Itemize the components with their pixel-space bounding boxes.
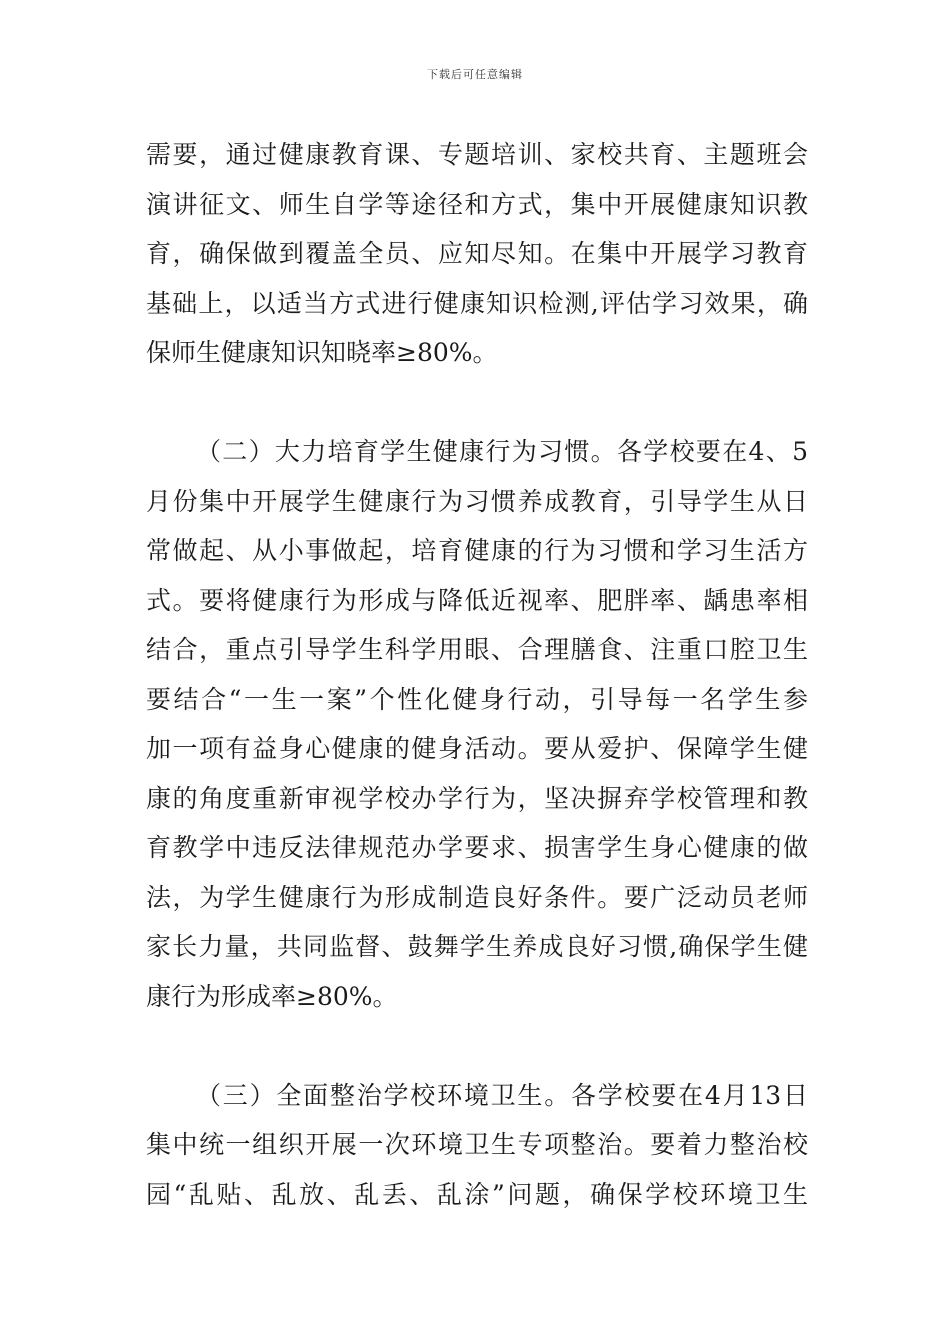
text-line: 常做起、从小事做起，培育健康的行为习惯和学习生活方 [146,536,808,565]
text-line: 式。要将健康行为形成与降低近视率、肥胖率、龋患率相 [146,585,808,615]
paragraph-health-habits [146,427,808,1021]
text-line: 加一项有益身心健康的健身活动。要从爱护、保障学生健 [146,734,808,763]
text-line: 家长力量，共同监督、鼓舞学生养成良好习惯,确保学生健 [146,932,808,961]
text-line: 要结合“一生一案”个性化健身行动，引导每一名学生参 [146,684,808,714]
page-header: 下载后可任意编辑 [427,68,523,81]
paragraph-gap [146,1021,808,1071]
text-line: 园“乱贴、乱放、乱丢、乱涂”问题，确保学校环境卫生 [146,1179,808,1209]
text-line: 需要，通过健康教育课、专题培训、家校共育、主题班会 [146,140,808,169]
paragraph-environment-hygiene [146,1071,808,1220]
text-line: （二）大力培育学生健康行为习惯。各学校要在4、5 [196,437,808,466]
text-line: 育教学中违反法律规范办学要求、损害学生身心健康的做 [146,833,808,862]
text-line: 集中统一组织开展一次环境卫生专项整治。要着力整治校 [146,1130,808,1159]
text-line: 育，确保做到覆盖全员、应知尽知。在集中开展学习教育 [146,239,808,268]
text-line: 保师生健康知识知晓率≥80%。 [146,338,498,367]
text-line: 结合，重点引导学生科学用眼、合理膳食、注重口腔卫生 [146,635,808,664]
paragraph-gap [146,378,808,428]
text-line: 基础上，以适当方式进行健康知识检测,评估学习效果，确 [146,288,808,318]
text-line: 康行为形成率≥80%。 [146,981,398,1011]
text-line: 康的角度重新审视学校办学行为，坚决摒弃学校管理和教 [146,783,808,813]
text-line: 月份集中开展学生健康行为习惯养成教育，引导学生从日 [146,486,808,516]
text-line: （三）全面整治学校环境卫生。各学校要在4月13日 [196,1080,808,1110]
paragraph-health-education [146,130,808,378]
text-line: 演讲征文、师生自学等途径和方式，集中开展健康知识教 [146,189,808,219]
text-line: 法，为学生健康行为形成制造良好条件。要广泛动员老师 [146,882,808,912]
document-body [146,130,808,1219]
